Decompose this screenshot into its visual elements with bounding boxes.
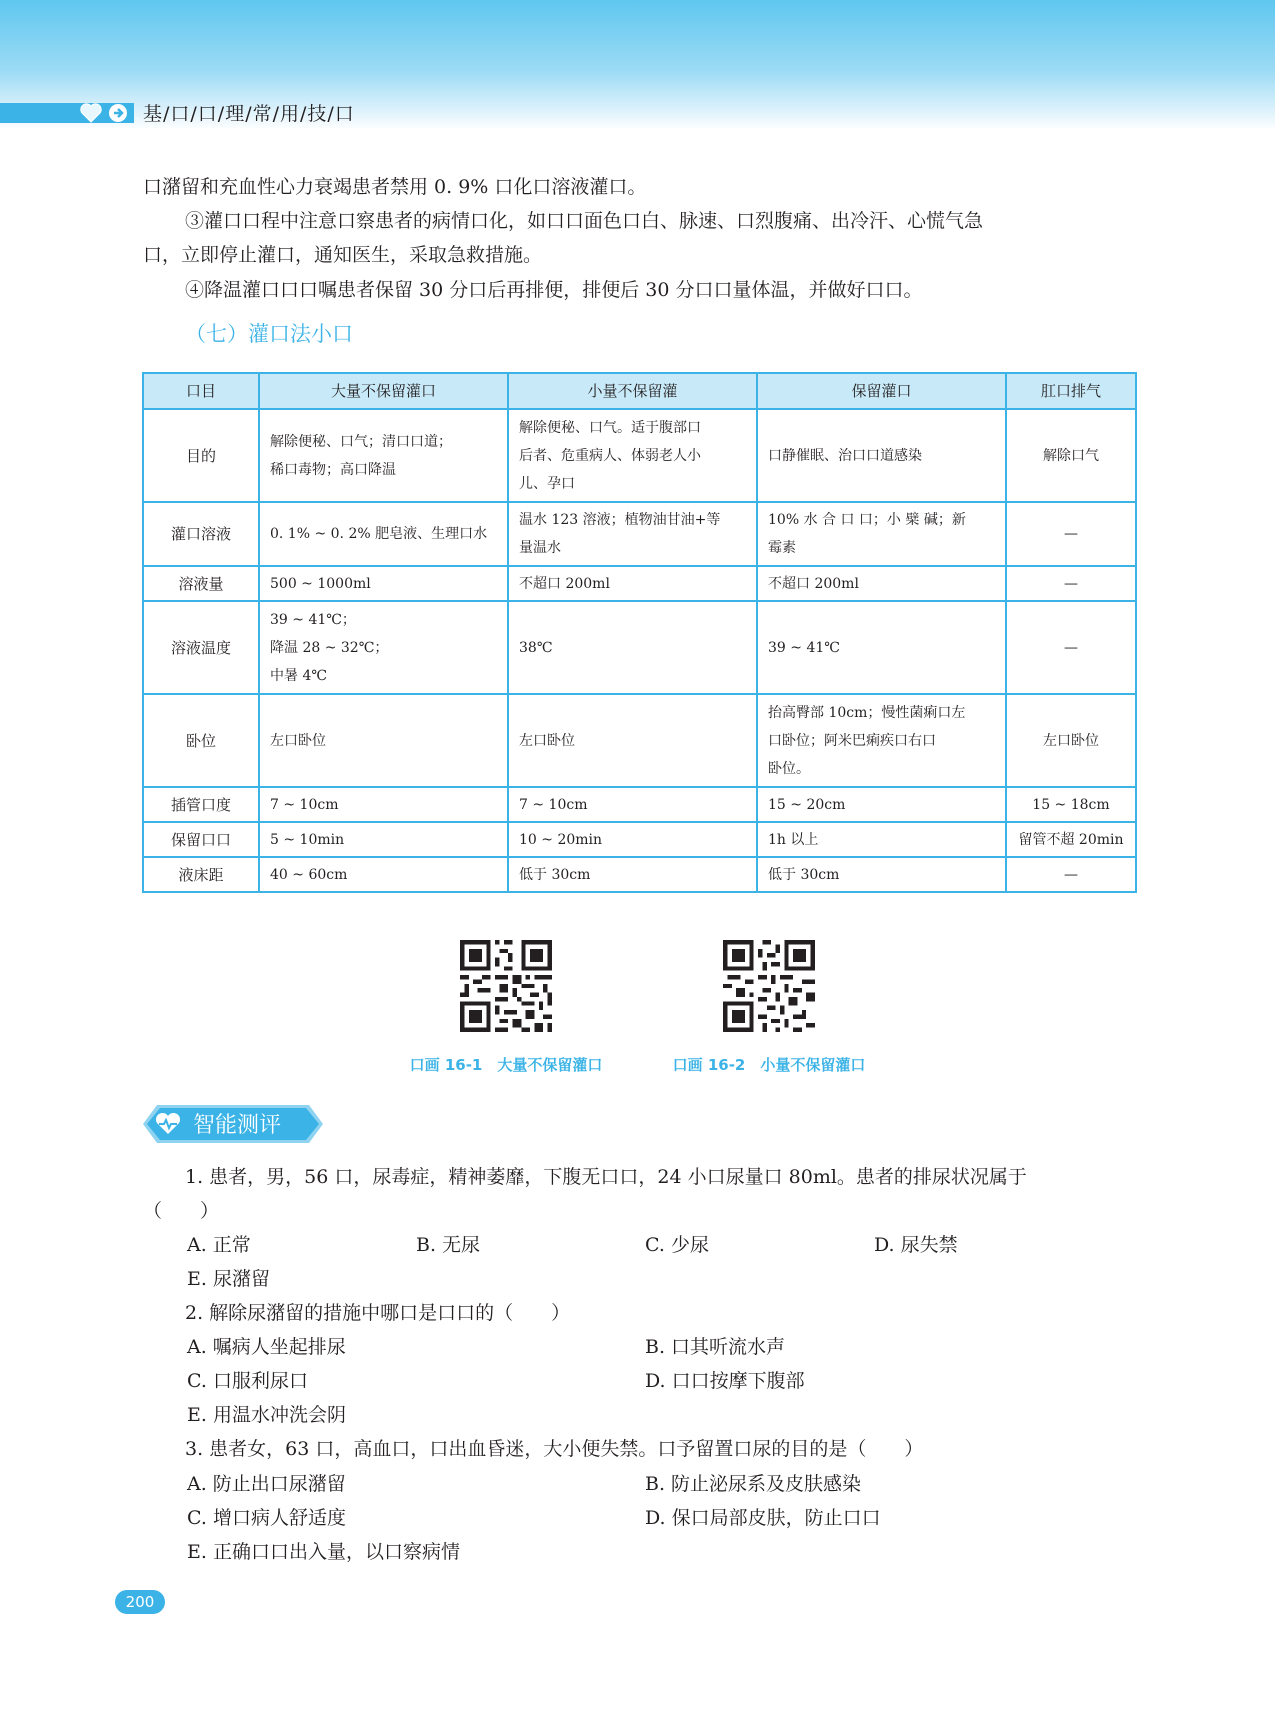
question-2-option-a[interactable]: A. 嘱病人坐起排尿: [187, 1336, 346, 1358]
running-header-title: 基/口/口/理/常/用/技/口: [143, 103, 355, 125]
table-cell: 左口卧位: [1043, 732, 1099, 749]
table-cell: 10% 水 合 口 口；小 檗 碱；新 霉素: [768, 512, 966, 556]
table-cell: 抬高臀部 10cm；慢性菌痢口左 口卧位；阿米巴痢疾口右口 卧位。: [768, 704, 966, 777]
row-label: 保留口口: [143, 822, 259, 857]
heart-icon: [80, 103, 102, 123]
table-cell: 解除便秘、口气；清口口道； 稀口毒物；高口降温: [270, 433, 452, 478]
table-header-row: [143, 373, 1136, 409]
question-2-option-c[interactable]: C. 口服利尿口: [187, 1370, 308, 1392]
question-2-stem: 2. 解除尿潴留的措施中哪口是口口的（ ）: [185, 1302, 571, 1324]
table-cell: 39 ~ 41℃: [768, 639, 840, 656]
question-1-option-a[interactable]: A. 正常: [187, 1234, 251, 1256]
quiz-section-badge: [143, 1105, 323, 1143]
table-cell: 不超口 200ml: [519, 575, 610, 592]
question-3-option-a[interactable]: A. 防止出口尿潴留: [187, 1473, 346, 1495]
qr-code-icon[interactable]: [723, 940, 815, 1032]
row-label: 溶液温度: [143, 601, 259, 694]
question-2-option-e[interactable]: E. 用温水冲洗会阴: [187, 1404, 346, 1426]
table-cell: 低于 30cm: [519, 866, 591, 883]
arrow-right-icon: [108, 103, 128, 123]
table-cell: 10 ~ 20min: [519, 831, 603, 848]
paragraph-1: 口潴留和充血性心力衰竭患者禁用 0. 9% 口化口溶液灌口。: [143, 176, 647, 198]
table-cell: 解除口气: [1043, 447, 1099, 464]
column-header: 小量不保留灌: [508, 373, 757, 409]
table-cell: 5 ~ 10min: [270, 831, 345, 848]
table-cell: 左口卧位: [519, 732, 575, 749]
question-3-stem: 3. 患者女，63 口，高血口，口出血昏迷，大小便失禁。口予留置口尿的目的是（ ）: [185, 1438, 924, 1460]
table-cell: —: [1064, 639, 1078, 656]
animation-16-2[interactable]: [669, 940, 869, 1075]
table-cell: 低于 30cm: [768, 866, 840, 883]
table-row: [143, 694, 1136, 787]
table-cell: 口静催眠、治口口道感染: [768, 447, 922, 464]
question-1-option-b[interactable]: B. 无尿: [416, 1234, 481, 1256]
table-cell: 1h 以上: [768, 831, 819, 848]
question-3-option-b[interactable]: B. 防止泌尿系及皮肤感染: [645, 1473, 862, 1495]
question-2-option-d[interactable]: D. 口口按摩下腹部: [645, 1370, 805, 1392]
paragraph-3: 口，立即停止灌口，通知医生，采取急救措施。: [143, 244, 543, 266]
table-cell: 温水 123 溶液；植物油甘油+等 量温水: [519, 512, 721, 556]
table-cell: —: [1064, 866, 1078, 883]
table-cell: —: [1064, 575, 1078, 592]
table-row: [143, 822, 1136, 857]
table-cell: 0. 1% ~ 0. 2% 肥皂液、生理口水: [270, 526, 488, 542]
quiz-title: 智能测评: [193, 1113, 282, 1138]
heart-pulse-icon: [155, 1113, 181, 1135]
question-3-option-e[interactable]: E. 正确口口出入量，以口察病情: [187, 1541, 460, 1563]
column-header: 大量不保留灌口: [259, 373, 508, 409]
header-icons: [80, 101, 128, 125]
question-1-option-d[interactable]: D. 尿失禁: [874, 1234, 958, 1256]
column-header: 保留灌口: [757, 373, 1006, 409]
page-number: 200: [115, 1590, 165, 1614]
column-header: 肛口排气: [1006, 373, 1136, 409]
table-cell: 15 ~ 20cm: [768, 796, 846, 813]
question-3-option-c[interactable]: C. 增口病人舒适度: [187, 1507, 346, 1529]
table-row: [143, 787, 1136, 822]
table-cell: 左口卧位: [270, 732, 326, 749]
question-2-option-b[interactable]: B. 口其听流水声: [645, 1336, 786, 1358]
table-cell: 留管不超 20min: [1018, 831, 1124, 848]
animation-caption: 口画 16-2 小量不保留灌口: [672, 1056, 866, 1074]
column-header: 口目: [143, 373, 259, 409]
question-1-blank: （ ）: [143, 1200, 220, 1222]
question-3-option-d[interactable]: D. 保口局部皮肤，防止口口: [645, 1507, 881, 1529]
table-cell: 7 ~ 10cm: [519, 796, 588, 813]
qr-code-icon[interactable]: [460, 940, 552, 1032]
question-1-option-e[interactable]: E. 尿潴留: [187, 1268, 270, 1290]
table-cell: —: [1064, 526, 1078, 542]
row-label: 目的: [143, 409, 259, 502]
table-cell: 不超口 200ml: [768, 575, 859, 592]
table-row: [143, 409, 1136, 502]
table-cell: 500 ~ 1000ml: [270, 575, 371, 592]
animation-caption: 口画 16-1 大量不保留灌口: [409, 1056, 603, 1074]
enema-summary-table: [142, 372, 1137, 893]
question-1-stem: 1. 患者，男，56 口，尿毒症，精神萎靡，下腹无口口，24 小口尿量口 80ml。患者的排尿状况属于: [185, 1166, 1027, 1188]
paragraph-4: ④降温灌口口口嘱患者保留 30 分口后再排便，排便后 30 分口口量体温，并做好口口。: [185, 279, 923, 301]
table-row: [143, 857, 1136, 892]
animation-16-1[interactable]: [406, 940, 606, 1075]
table-cell: 39 ~ 41℃； 降温 28 ~ 32℃； 中暑 4℃: [270, 611, 389, 684]
row-label: 液床距: [143, 857, 259, 892]
section-title: （七）灌口法小口: [185, 322, 353, 346]
table-cell: 解除便秘、口气。适于腹部口 后者、危重病人、体弱老人小 儿、孕口: [519, 419, 701, 492]
table-cell: 38℃: [519, 639, 553, 656]
table-row: [143, 502, 1136, 566]
row-label: 卧位: [143, 694, 259, 787]
row-label: 溶液量: [143, 566, 259, 601]
table-row: [143, 601, 1136, 694]
question-1-option-c[interactable]: C. 少尿: [645, 1234, 709, 1256]
table-cell: 15 ~ 18cm: [1032, 796, 1110, 813]
table-cell: 40 ~ 60cm: [270, 866, 348, 883]
table-row: [143, 566, 1136, 601]
table-cell: 7 ~ 10cm: [270, 796, 339, 813]
paragraph-2: ③灌口口程中注意口察患者的病情口化，如口口面色口白、脉速、口烈腹痛、出冷汗、心慌气急: [185, 210, 984, 232]
row-label: 灌口溶液: [143, 502, 259, 566]
row-label: 插管口度: [143, 787, 259, 822]
